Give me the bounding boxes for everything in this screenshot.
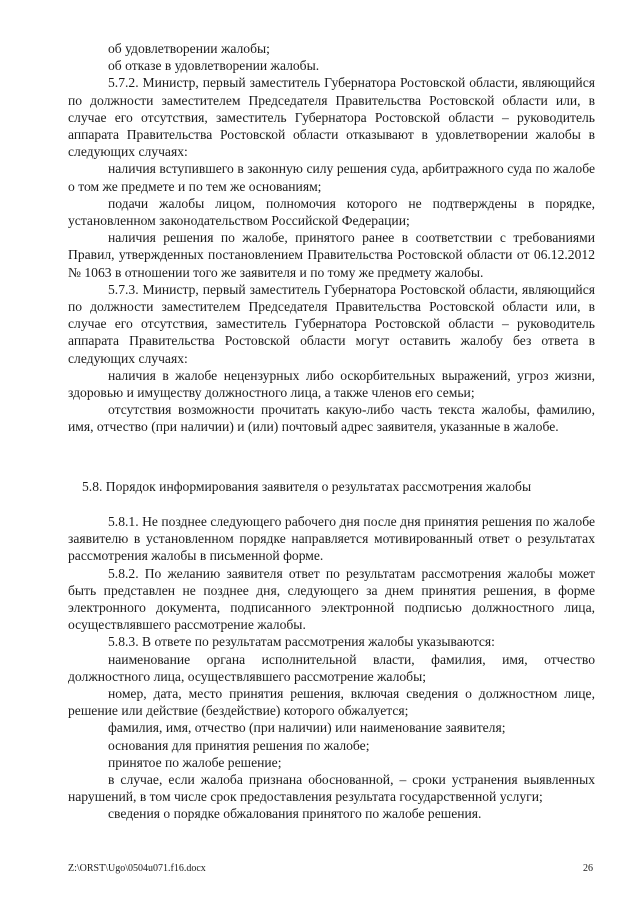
paragraph: 5.7.2. Министр, первый заместитель Губернатора Ростовской области, являющийся по должности заместителем Председателя Правительства Ростовской области или, в случае его отсутствия, заместитель Губернатора Ростовской области – руководитель аппарата Правительства Ростовской области отказывают в удовлетворении жалобы в следующих случаях: [68, 75, 595, 160]
paragraph: об отказе в удовлетворении жалобы. [108, 58, 320, 74]
paragraph: наличия вступившего в законную силу решения суда, арбитражного суда по жалобе о том же предмете и по тем же основаниям; [68, 161, 595, 194]
paragraph: наличия в жалобе нецензурных либо оскорбительных выражений, угроз жизни, здоровью и имуществу должностного лица, а также членов его семьи; [68, 367, 595, 401]
page-number: 26 [583, 863, 593, 874]
paragraph: 5.7.3. Министр, первый заместитель Губернатора Ростовской области, являющийся по должности заместителем Председателя Правительства Ростовской области или, в случае его отсутствия, заместитель Губернатора Ростовской области – руководитель аппарата Правительства Ростовской области могут оставить жалобу без ответа в следующих случаях: [68, 281, 595, 366]
section-heading: 5.8. Порядок информирования заявителя о результатах рассмотрения жалобы [82, 479, 532, 494]
paragraph: 5.8.1. Не позднее следующего рабочего дня после дня принятия решения по жалобе заявителю в установленном порядке направляется мотивированный ответ о результатах рассмотрения жалобы в письменной форме. [68, 514, 595, 564]
section-5-7-body [68, 40, 595, 436]
paragraph: подачи жалобы лицом, полномочия которого не подтверждены в порядке, установленном законодательством Российской Федерации; [68, 195, 595, 229]
paragraph: 5.8.2. По желанию заявителя ответ по результатам рассмотрения жалобы может быть представлен не позднее дня, следующего за днем принятия решения, в форме электронного документа, подписанного электронной подписью должностного лица, осуществлявшего рассмотрение жалобы. [68, 565, 595, 633]
footer-file-path: Z:\ORST\Ugo\0504u071.f16.docx [68, 863, 206, 874]
paragraph: сведения о порядке обжалования принятого по жалобе решения. [108, 806, 482, 822]
paragraph: фамилия, имя, отчество (при наличии) или наименование заявителя; [108, 720, 506, 736]
paragraph: наличия решения по жалобе, принятого ранее в соответствии с требованиями Правил, утвержденных постановлением Правительства Ростовской области от 06.12.2012 № 1063 в отношении того же заявителя и по тому же предмету жалобы. [68, 230, 595, 280]
paragraph: наименование органа исполнительной власти, фамилия, имя, отчество должностного лица, осуществлявшего рассмотрение жалобы; [68, 651, 595, 684]
paragraph: 5.8.3. В ответе по результатам рассмотрения жалобы указываются: [108, 634, 495, 650]
paragraph: основания для принятия решения по жалобе; [108, 737, 370, 753]
paragraph: принятое по жалобе решение; [108, 754, 282, 770]
paragraph: отсутствия возможности прочитать какую-либо часть текста жалобы, фамилию, имя, отчество (при наличии) и (или) почтовый адрес заявителя, указанные в жалобе. [68, 402, 595, 435]
paragraph: об удовлетворении жалобы; [108, 41, 270, 56]
section-5-8-body [68, 513, 595, 823]
paragraph: в случае, если жалоба признана обоснованной, – сроки устранения выявленных нарушений, в том числе срок предоставления результата государственной услуги; [68, 772, 595, 805]
paragraph: номер, дата, место принятия решения, включая сведения о должностном лице, решение или действие (бездействие) которого обжалуется; [68, 686, 595, 719]
